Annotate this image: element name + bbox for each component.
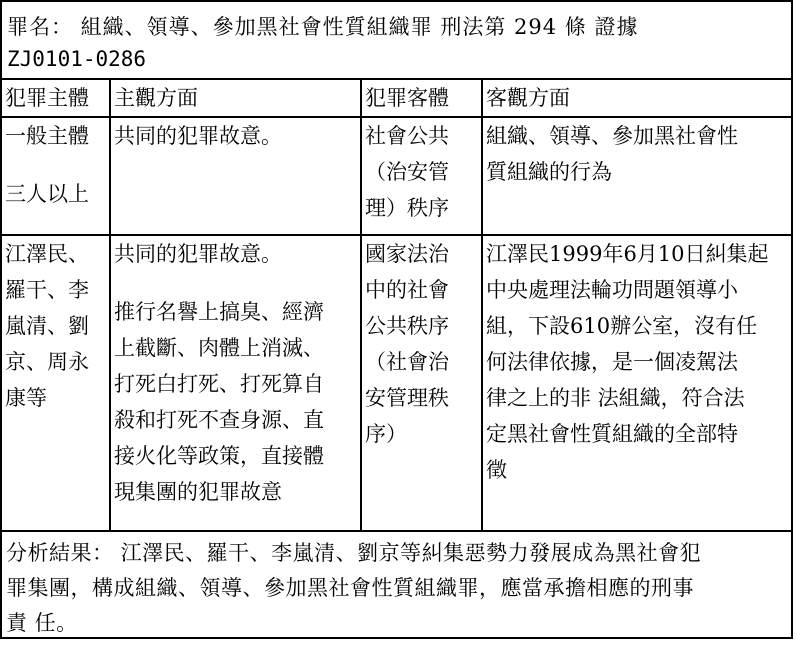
table-row <box>2 118 791 236</box>
column-header-object: 犯罪客體 <box>360 80 481 116</box>
text-line: 組織、領導、參加黑社會性 <box>486 124 738 148</box>
text-line: 三人以上 <box>5 182 89 206</box>
cell-subject <box>2 236 109 530</box>
text-line: 何法律依據，是一個凌駕法 <box>486 350 738 374</box>
text-line: 社會公共 <box>365 124 449 148</box>
text-line: 理）秩序 <box>365 196 449 220</box>
text-line: （治安管 <box>365 160 449 184</box>
text-line: 責 任。 <box>6 611 78 635</box>
text-line: 接火化等政策，直接體 <box>114 444 324 468</box>
text-line: 江澤民1999年6月10日糾集起 <box>486 242 769 266</box>
cell-object <box>360 118 481 234</box>
text-line: 分析結果： 江澤民、羅干、李嵐清、劉京等糾集惡勢力發展成為黑社會犯 <box>6 541 702 565</box>
text-line: 組，下設610辦公室，沒有任 <box>486 314 758 338</box>
text-line: 共同的犯罪故意。 <box>114 242 282 266</box>
charge-title: 罪名： 組織、領導、參加黑社會性質組織罪 刑法第 294 條 證據 <box>7 15 639 39</box>
column-header-subjective: 主觀方面 <box>109 80 360 116</box>
cell-objective <box>481 236 791 530</box>
column-header-subject: 犯罪主體 <box>5 86 89 110</box>
evidence-code: ZJ0101-0286 <box>7 47 147 71</box>
text-line: 徵 <box>486 458 507 482</box>
text-line: 殺和打死不查身源、直 <box>114 408 324 432</box>
text-line: 定黑社會性質組織的全部特 <box>486 422 738 446</box>
text-line: 羅干、李 <box>5 278 89 302</box>
cell-subjective <box>109 236 360 530</box>
text-line: 一般主體 <box>5 124 89 148</box>
text-line: 康等 <box>5 386 47 410</box>
text-line: （社會治 <box>365 350 449 374</box>
text-line: 律之上的非 法組織，符合法 <box>486 386 745 410</box>
column-header-row <box>2 80 791 118</box>
analysis-result <box>2 532 791 637</box>
text-line: 共同的犯罪故意。 <box>114 124 282 148</box>
text-line: 安管理秩 <box>365 386 449 410</box>
paragraph-gap <box>114 272 357 294</box>
text-line: 公共秩序 <box>365 314 449 338</box>
column-header-objective: 客觀方面 <box>481 80 791 116</box>
text-line: 質組織的行為 <box>486 160 612 184</box>
text-line: 京、周永 <box>5 350 89 374</box>
cell-subjective <box>109 118 360 234</box>
text-line: 中的社會 <box>365 278 449 302</box>
analysis-text <box>6 536 785 641</box>
table-row <box>2 236 791 532</box>
text-line: 上截斷、肉體上消滅、 <box>114 336 324 360</box>
cell-object <box>360 236 481 530</box>
text-line: 罪集團，構成組織、領導、參加黑社會性質組織罪，應當承擔相應的刑事 <box>6 576 694 600</box>
text-line: 江澤民、 <box>5 242 89 266</box>
text-line: 嵐清、劉 <box>5 314 89 338</box>
text-line: 打死白打死、打死算自 <box>114 372 324 396</box>
text-line: 序） <box>365 422 407 446</box>
cell-objective <box>481 118 791 234</box>
text-line: 現集團的犯罪故意 <box>114 480 282 504</box>
text-line: 國家法治 <box>365 242 449 266</box>
text-line: 推行名譽上搞臭、經濟 <box>114 300 324 324</box>
cell-subject <box>2 118 109 234</box>
document-header <box>2 2 791 80</box>
text-line: 中央處理法輪功問題領導小 <box>486 278 738 302</box>
